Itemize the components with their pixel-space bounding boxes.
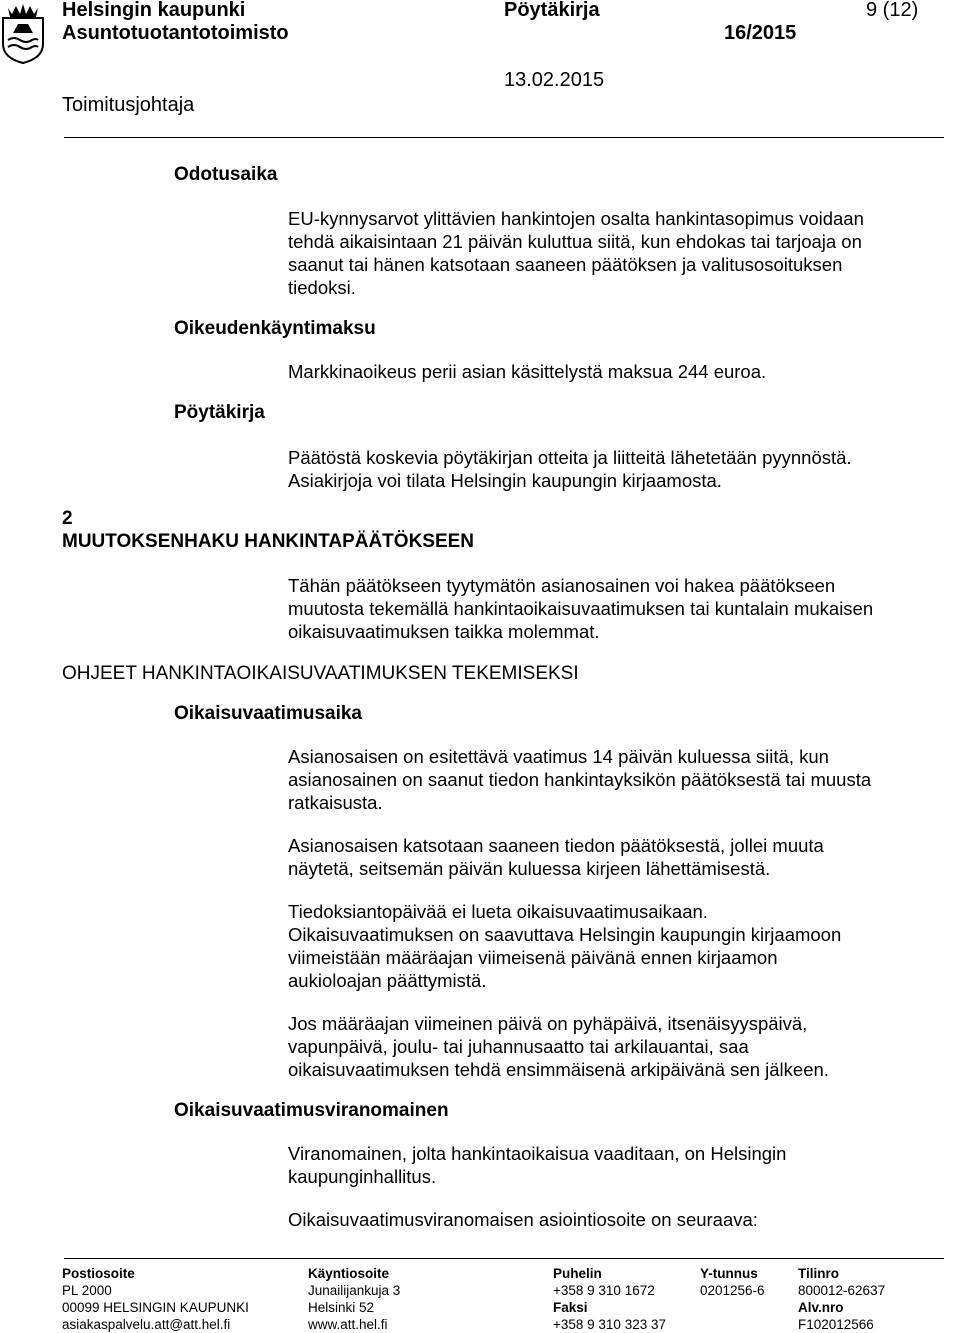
footer-divider [64,1258,944,1259]
footer-puhelin: Puhelin +358 9 310 1672 Faksi +358 9 310 323 37 [553,1266,666,1332]
department-name: Asuntotuotantotoimisto [62,22,289,44]
footer-ytunnus: Y-tunnus 0201256-6 [700,1266,765,1298]
footer-postiosoite: Postiosoite PL 2000 00099 HELSINGIN KAUPUNKI asiakaspalvelu.att@att.hel.fi [62,1266,249,1332]
meeting-date: 13.02.2015 [504,69,605,91]
header-divider [64,137,944,138]
viranomainen-p2: Oikaisuvaatimusviranomaisen asiointiosoite on seuraava: [288,1209,758,1230]
heading-odotusaika: Odotusaika [174,164,278,185]
heading-poytakirja: Pöytäkirja [174,402,265,423]
odotusaika-text: EU-kynnysarvot ylittävien hankintojen osalta hankintasopimus voidaan tehdä aikaisintaan 21 päivän kuluttua siitä, kun ehdokas tai tarjoaja on saanut tai hänen katsotaan saaneen päätöksen ja valitusosoituksen tiedoksi. [288,208,864,298]
heading-oikaisuvaatimusaika: Oikaisuvaatimusaika [174,703,362,724]
oikeudenkayntimaksu-text: Markkinaoikeus perii asian käsittelystä maksua 244 euroa. [288,361,767,382]
heading-muutoksenhaku: MUUTOKSENHAKU HANKINTAPÄÄTÖKSEEN [62,531,475,552]
helsinki-crest-icon [0,0,46,64]
oikaisuvaatimusaika-p1: Asianosaisen on esitettävä vaatimus 14 päivän kuluessa siitä, kun asianosainen on saanut tiedon hankintayksikön päätöksestä tai muusta ratkaisusta. [288,746,872,813]
oikaisuvaatimusaika-p3: Tiedoksiantopäivää ei lueta oikaisuvaatimusaikaan. Oikaisuvaatimuksen on saavuttava Helsingin kaupungin kirjaamoon viimeistään määräajan viimeisenä päivänä ennen kirjaamon aukioloajan päättymistä. [288,901,842,991]
decision-maker: Toimitusjohtaja [62,94,195,116]
doc-type: Pöytäkirja [504,0,600,21]
page-number: 9 (12) [866,0,919,21]
muutoksenhaku-text: Tähän päätökseen tyytymätön asianosainen voi hakea päätökseen muutosta tekemällä hankintaoikaisuvaatimuksen tai kuntalain mukaisen oikaisuvaatimuksen taikka molemmat. [288,575,874,642]
oikaisuvaatimusaika-p4: Jos määräajan viimeinen päivä on pyhäpäivä, itsenäisyyspäivä, vapunpäivä, joulu- tai juhannusaatto tai arkilauantai, saa oikaisuvaatimuksen tehdä ensimmäisenä arkipäivänä sen jälkeen. [288,1013,829,1080]
viranomainen-p1: Viranomainen, jolta hankintaoikaisua vaaditaan, on Helsingin kaupunginhallitus. [288,1143,787,1187]
section-number: 2 [62,508,73,529]
heading-oikaisuvaatimusviranomainen: Oikaisuvaatimusviranomainen [174,1100,449,1121]
poytakirja-text: Päätöstä koskevia pöytäkirjan otteita ja liitteitä lähetetään pyynnöstä. Asiakirjoja voi tilata Helsingin kaupungin kirjaamosta. [288,447,852,491]
footer-tilinro: Tilinro 800012-62637 Alv.nro F102012566 [798,1266,886,1332]
oikaisuvaatimusaika-p2: Asianosaisen katsotaan saaneen tiedon päätöksestä, jollei muuta näytetä, seitsemän päivän kuluessa kirjeen lähettämisestä. [288,835,824,879]
org-name: Helsingin kaupunki [62,0,246,21]
heading-oikeudenkayntimaksu: Oikeudenkäyntimaksu [174,318,376,339]
footer-kayntiosoite: Käyntiosoite Junailijankuja 3 Helsinki 52 www.att.hel.fi [308,1266,401,1332]
doc-number: 16/2015 [724,22,797,44]
heading-ohjeet: OHJEET HANKINTAOIKAISUVAATIMUKSEN TEKEMISEKSI [62,663,579,684]
